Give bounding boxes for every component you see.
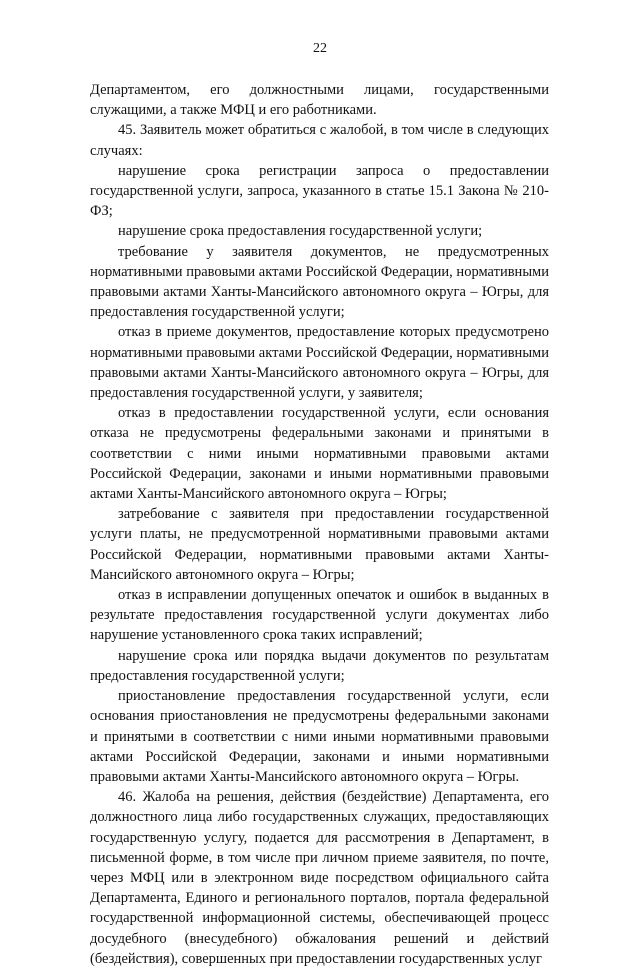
paragraph: приостановление предоставления государственной услуги, если основания приостановления не предусмотрены федеральными законами и принятыми в соответствии с ними иными нормативными правовыми актами Российской Федерации, законами и иными нормативными правовыми актами Ханты-Мансийского автономного округа – Югры. [90,688,549,785]
paragraph: затребование с заявителя при предоставлении государственной услуги платы, не предусмотренной нормативными правовыми актами Российской Федерации, нормативными правовыми актами Ханты-Мансийского автономного округа – Югры; [90,506,549,583]
paragraph: Департаментом, его должностными лицами, государственными служащими, а также МФЦ и его работниками. [90,82,549,119]
paragraph: отказ в исправлении допущенных опечаток и ошибок в выданных в результате предоставления государственной услуги документах либо нарушение установленного срока таких исправлений; [90,587,549,644]
paragraph: отказ в приеме документов, предоставление которых предусмотрено нормативными правовыми актами Российской Федерации, нормативными правовыми актами Ханты-Мансийского автономного округа – Югры, для предоставления государственной услуги, у заявителя; [90,324,549,402]
paragraph: нарушение срока предоставления государственной услуги; [118,223,483,240]
paragraph: 45. Заявитель может обратиться с жалобой, в том числе в следующих случаях: [90,122,549,159]
paragraph: отказ в предоставлении государственной услуги, если основания отказа не предусмотрены федеральными законами и принятыми в соответствии с ними иными нормативными правовыми актами Российской Федерации, законами и иными нормативными правовыми актами Ханты-Мансийского автономного округа – Югры; [90,405,549,503]
paragraph: нарушение срока или порядка выдачи документов по результатам предоставления государственной услуги; [90,647,549,684]
paragraph: нарушение срока регистрации запроса о предоставлении государственной услуги, запроса, указанного в статье 15.1 Закона № 210-ФЗ; [90,162,549,220]
paragraph: 46. Жалоба на решения, действия (бездействие) Департамента, его должностного лица либо государственных служащих, предоставляющих государственную услугу, подается для рассмотрения в Департамент, в письменной форме, в том числе при личном приеме заявителя, по почте, через МФЦ или в электронном виде посредством официального сайта Департамента, Единого и регионального порталов, портала федеральной государственной информационной системы, обеспечивающей процесс досудебного (внесудебного) обжалования решений и действий (бездействия), совершенных при предоставлении государственных услуг [90,789,549,967]
paragraph: требование у заявителя документов, не предусмотренных нормативными правовыми актами Российской Федерации, нормативными правовыми актами Ханты-Мансийского автономного округа – Югры, для предоставления государственной услуги; [90,243,549,321]
page-number: 22 [313,41,327,56]
document-body [90,80,549,969]
